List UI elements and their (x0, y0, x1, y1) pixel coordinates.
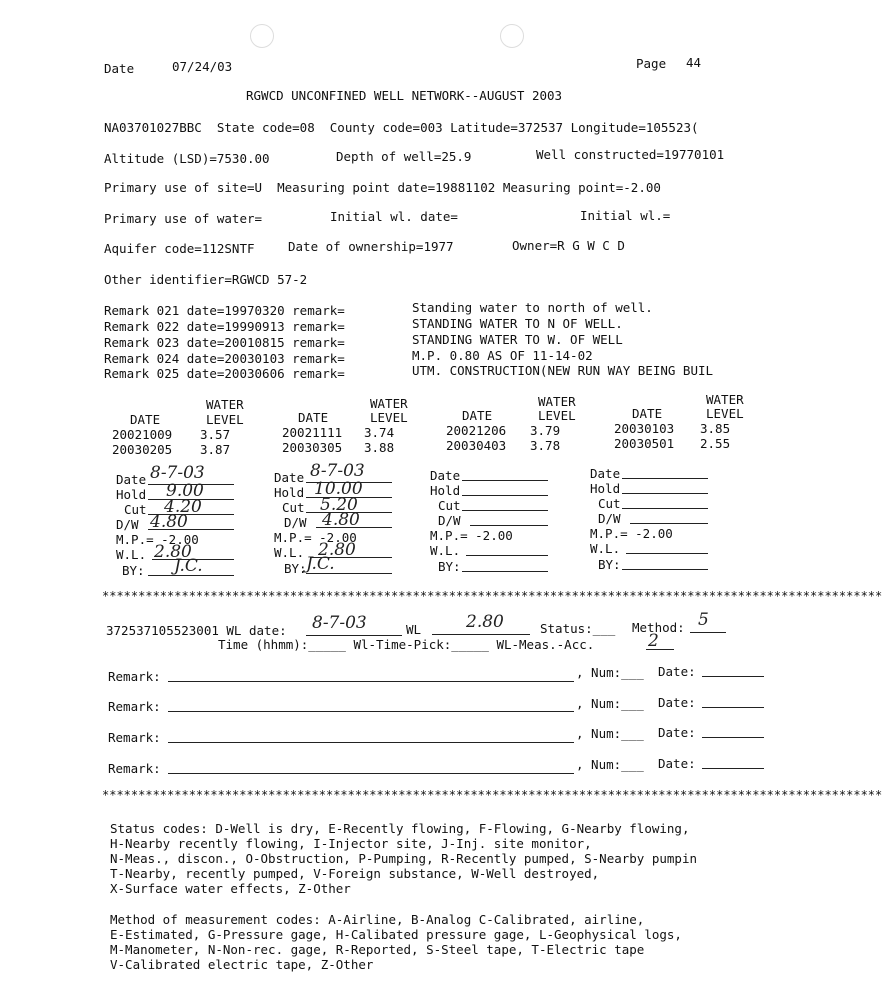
num-label: , Num:___ (576, 726, 644, 741)
remark-entry-line[interactable] (168, 711, 574, 712)
card-dw-value: 4.80 (150, 512, 188, 532)
remark-entry-line[interactable] (168, 742, 574, 743)
status-label: Status:___ (540, 621, 616, 636)
initial-wl-date: Initial wl. date= (330, 209, 458, 224)
num-label: , Num:___ (576, 665, 644, 680)
remark-022: Remark 022 date=19990913 remark= (104, 319, 345, 334)
water-header: WATER (538, 394, 576, 409)
remark-022-text: STANDING WATER TO N OF WELL. (412, 316, 623, 331)
method-label: Method: (632, 620, 685, 635)
card-by-label: BY: (598, 557, 621, 572)
card-cut-value: 5.20 (320, 495, 358, 515)
remark-025: Remark 025 date=20030606 remark= (104, 366, 345, 381)
primary-use-site: Primary use of site=U Measuring point date=19881102 Measuring point=-2.00 (104, 180, 661, 195)
date-entry-label: Date: (658, 756, 696, 771)
level-date: 20030403 (446, 438, 507, 453)
card-hold-label: Hold (274, 485, 305, 500)
level-date: 20030501 (614, 436, 675, 451)
remark-021-text: Standing water to north of well. (412, 300, 653, 315)
time-line: Time (hhmm):_____ Wl-Time-Pick:_____ WL-Meas.-Acc. (218, 637, 595, 652)
other-identifier: Other identifier=RGWCD 57-2 (104, 272, 308, 287)
level-value: 3.88 (364, 440, 395, 455)
date-header: DATE (298, 410, 329, 425)
card-hold-label: Hold (590, 481, 621, 496)
card-by-line[interactable] (622, 569, 708, 570)
level-value: 2.55 (700, 436, 731, 451)
card-hold-value: 10.00 (314, 479, 363, 499)
card-date-value: 8-7-03 (150, 463, 205, 483)
card-date-value: 8-7-03 (310, 461, 365, 481)
aquifer-code: Aquifer code=112SNTF (104, 241, 255, 256)
date-entry-line[interactable] (702, 768, 764, 769)
owner: Owner=R G W C D (512, 238, 625, 253)
card-date-label: Date (590, 466, 621, 481)
num-label: , Num:___ (576, 696, 644, 711)
card-cut-line[interactable] (622, 508, 708, 509)
card-date-line[interactable] (622, 478, 708, 479)
card-mp: M.P.= -2.00 (116, 532, 199, 547)
remark-023: Remark 023 date=20010815 remark= (104, 335, 345, 350)
date-entry-line[interactable] (702, 707, 764, 708)
water-header: WATER (370, 396, 408, 411)
entry-prefix: 372537105523001 WL date: (106, 623, 287, 638)
date-label: Date (104, 61, 135, 76)
remark-023-text: STANDING WATER TO W. OF WELL (412, 332, 623, 347)
card-date-label: Date (116, 472, 147, 487)
card-hold-label: Hold (430, 483, 461, 498)
card-by-value: J.C. (174, 556, 203, 576)
separator-stars: ************************************************************************************************************ (102, 788, 882, 802)
wl-value: 2.80 (466, 612, 504, 632)
level-header: LEVEL (370, 410, 408, 425)
card-cut-label: Cut (282, 500, 305, 515)
wl-value-line[interactable] (432, 634, 530, 635)
card-by-line[interactable] (462, 571, 548, 572)
date-header: DATE (130, 412, 161, 427)
remark-entry-line[interactable] (168, 681, 574, 682)
method-codes-line: E-Estimated, G-Pressure gage, H-Calibated pressure gage, L-Geophysical logs, (110, 927, 682, 942)
wl-date-line[interactable] (306, 635, 402, 636)
card-cut-line[interactable] (462, 510, 548, 511)
card-wl-line[interactable] (626, 553, 708, 554)
card-wl-label: W.L. (274, 545, 305, 560)
level-date: 20021206 (446, 423, 507, 438)
card-wl-label: W.L. (116, 547, 147, 562)
level-date: 20021111 (282, 425, 343, 440)
card-cut-label: Cut (438, 498, 461, 513)
wl-label: WL (406, 622, 422, 637)
separator-stars: ************************************************************************************************************ (102, 589, 882, 603)
card-wl-label: W.L. (430, 543, 461, 558)
level-date: 20030305 (282, 440, 343, 455)
remark-021: Remark 021 date=19970320 remark= (104, 303, 345, 318)
card-dw-line[interactable] (630, 523, 708, 524)
punch-hole-left (250, 24, 274, 48)
card-dw-label: D/W (116, 517, 139, 532)
remark-024: Remark 024 date=20030103 remark= (104, 351, 345, 366)
card-date-label: Date (430, 468, 461, 483)
card-hold-line[interactable] (622, 493, 708, 494)
remark-entry-label: Remark: (108, 699, 161, 714)
date-header: DATE (462, 408, 493, 423)
ownership-date: Date of ownership=1977 (288, 239, 454, 254)
date-entry-label: Date: (658, 725, 696, 740)
card-hold-label: Hold (116, 487, 147, 502)
status-codes-line: N-Meas., discon., O-Obstruction, P-Pumping, R-Recently pumped, S-Nearby pumpin (110, 851, 697, 866)
initial-wl: Initial wl.= (580, 208, 671, 223)
card-dw-label: D/W (438, 513, 461, 528)
method-codes-line: M-Manometer, N-Non-rec. gage, R-Reported, S-Steel tape, T-Electric tape (110, 942, 645, 957)
wl-date-value: 8-7-03 (312, 613, 367, 633)
remark-entry-label: Remark: (108, 761, 161, 776)
level-value: 3.79 (530, 423, 561, 438)
card-dw-line[interactable] (470, 525, 548, 526)
card-dw-label: D/W (598, 511, 621, 526)
level-value: 3.85 (700, 421, 731, 436)
card-wl-value: 2.80 (318, 540, 356, 560)
remark-024-text: M.P. 0.80 AS OF 11-14-02 (412, 348, 593, 363)
card-cut-value: 4.20 (164, 497, 202, 517)
level-header: LEVEL (206, 412, 244, 427)
card-by-label: BY: (122, 563, 145, 578)
remark-entry-label: Remark: (108, 669, 161, 684)
level-value: 3.57 (200, 427, 231, 442)
card-mp: M.P.= -2.00 (274, 530, 357, 545)
well-depth: Depth of well=25.9 (336, 149, 472, 164)
status-codes-line: H-Nearby recently flowing, I-Injector site, J-Inj. site monitor, (110, 836, 592, 851)
card-dw-label: D/W (284, 515, 307, 530)
page-number: 44 (686, 55, 702, 70)
remark-025-text: UTM. CONSTRUCTION(NEW RUN WAY BEING BUIL (412, 363, 714, 378)
water-header: WATER (206, 397, 244, 412)
level-value: 3.87 (200, 442, 231, 457)
card-wl-line[interactable] (466, 555, 548, 556)
card-hold-value: 9.00 (166, 481, 204, 501)
punch-hole-right (500, 24, 524, 48)
card-mp: M.P.= -2.00 (430, 528, 513, 543)
well-constructed: Well constructed=19770101 (536, 147, 725, 162)
card-by-value: J.C. (306, 554, 335, 574)
card-by-label: BY: (284, 561, 307, 576)
level-header: LEVEL (538, 408, 576, 423)
report-date: 07/24/03 (172, 59, 233, 74)
site-id-line: NA03701027BBC State code=08 County code=003 Latitude=372537 Longitude=105523( (104, 120, 699, 135)
num-label: , Num:___ (576, 757, 644, 772)
status-codes-line: T-Nearby, recently pumped, V-Foreign substance, W-Well destroyed, (110, 866, 600, 881)
date-entry-line[interactable] (702, 737, 764, 738)
card-date-label: Date (274, 470, 305, 485)
remark-entry-line[interactable] (168, 773, 574, 774)
method-value: 5 (698, 610, 709, 630)
method-line[interactable] (690, 632, 726, 633)
card-mp: M.P.= -2.00 (590, 526, 673, 541)
level-date: 20030103 (614, 421, 675, 436)
card-cut-label: Cut (598, 496, 621, 511)
card-wl-value: 2.80 (154, 542, 192, 562)
date-entry-label: Date: (658, 695, 696, 710)
remark-entry-label: Remark: (108, 730, 161, 745)
status-codes-line: X-Surface water effects, Z-Other (110, 881, 351, 896)
card-by-label: BY: (438, 559, 461, 574)
date-entry-label: Date: (658, 664, 696, 679)
water-header: WATER (706, 392, 744, 407)
page-title: RGWCD UNCONFINED WELL NETWORK--AUGUST 2003 (246, 88, 563, 103)
altitude: Altitude (LSD)=7530.00 (104, 151, 270, 166)
status-codes-line: Status codes: D-Well is dry, E-Recently flowing, F-Flowing, G-Nearby flowing, (110, 821, 690, 836)
method-codes-line: Method of measurement codes: A-Airline, B-Analog C-Calibrated, airline, (110, 912, 645, 927)
date-entry-line[interactable] (702, 676, 764, 677)
method-codes-line: V-Calibrated electric tape, Z-Other (110, 957, 374, 972)
page-label: Page (636, 56, 667, 71)
acc-value: 2 (648, 631, 659, 651)
card-dw-value: 4.80 (322, 510, 360, 530)
date-header: DATE (632, 406, 663, 421)
card-cut-label: Cut (124, 502, 147, 517)
card-wl-label: W.L. (590, 541, 621, 556)
level-value: 3.74 (364, 425, 395, 440)
card-date-line[interactable] (462, 480, 548, 481)
primary-use-water: Primary use of water= (104, 211, 263, 226)
card-hold-line[interactable] (462, 495, 548, 496)
level-date: 20021009 (112, 427, 173, 442)
level-header: LEVEL (706, 406, 744, 421)
level-value: 3.78 (530, 438, 561, 453)
level-date: 20030205 (112, 442, 173, 457)
